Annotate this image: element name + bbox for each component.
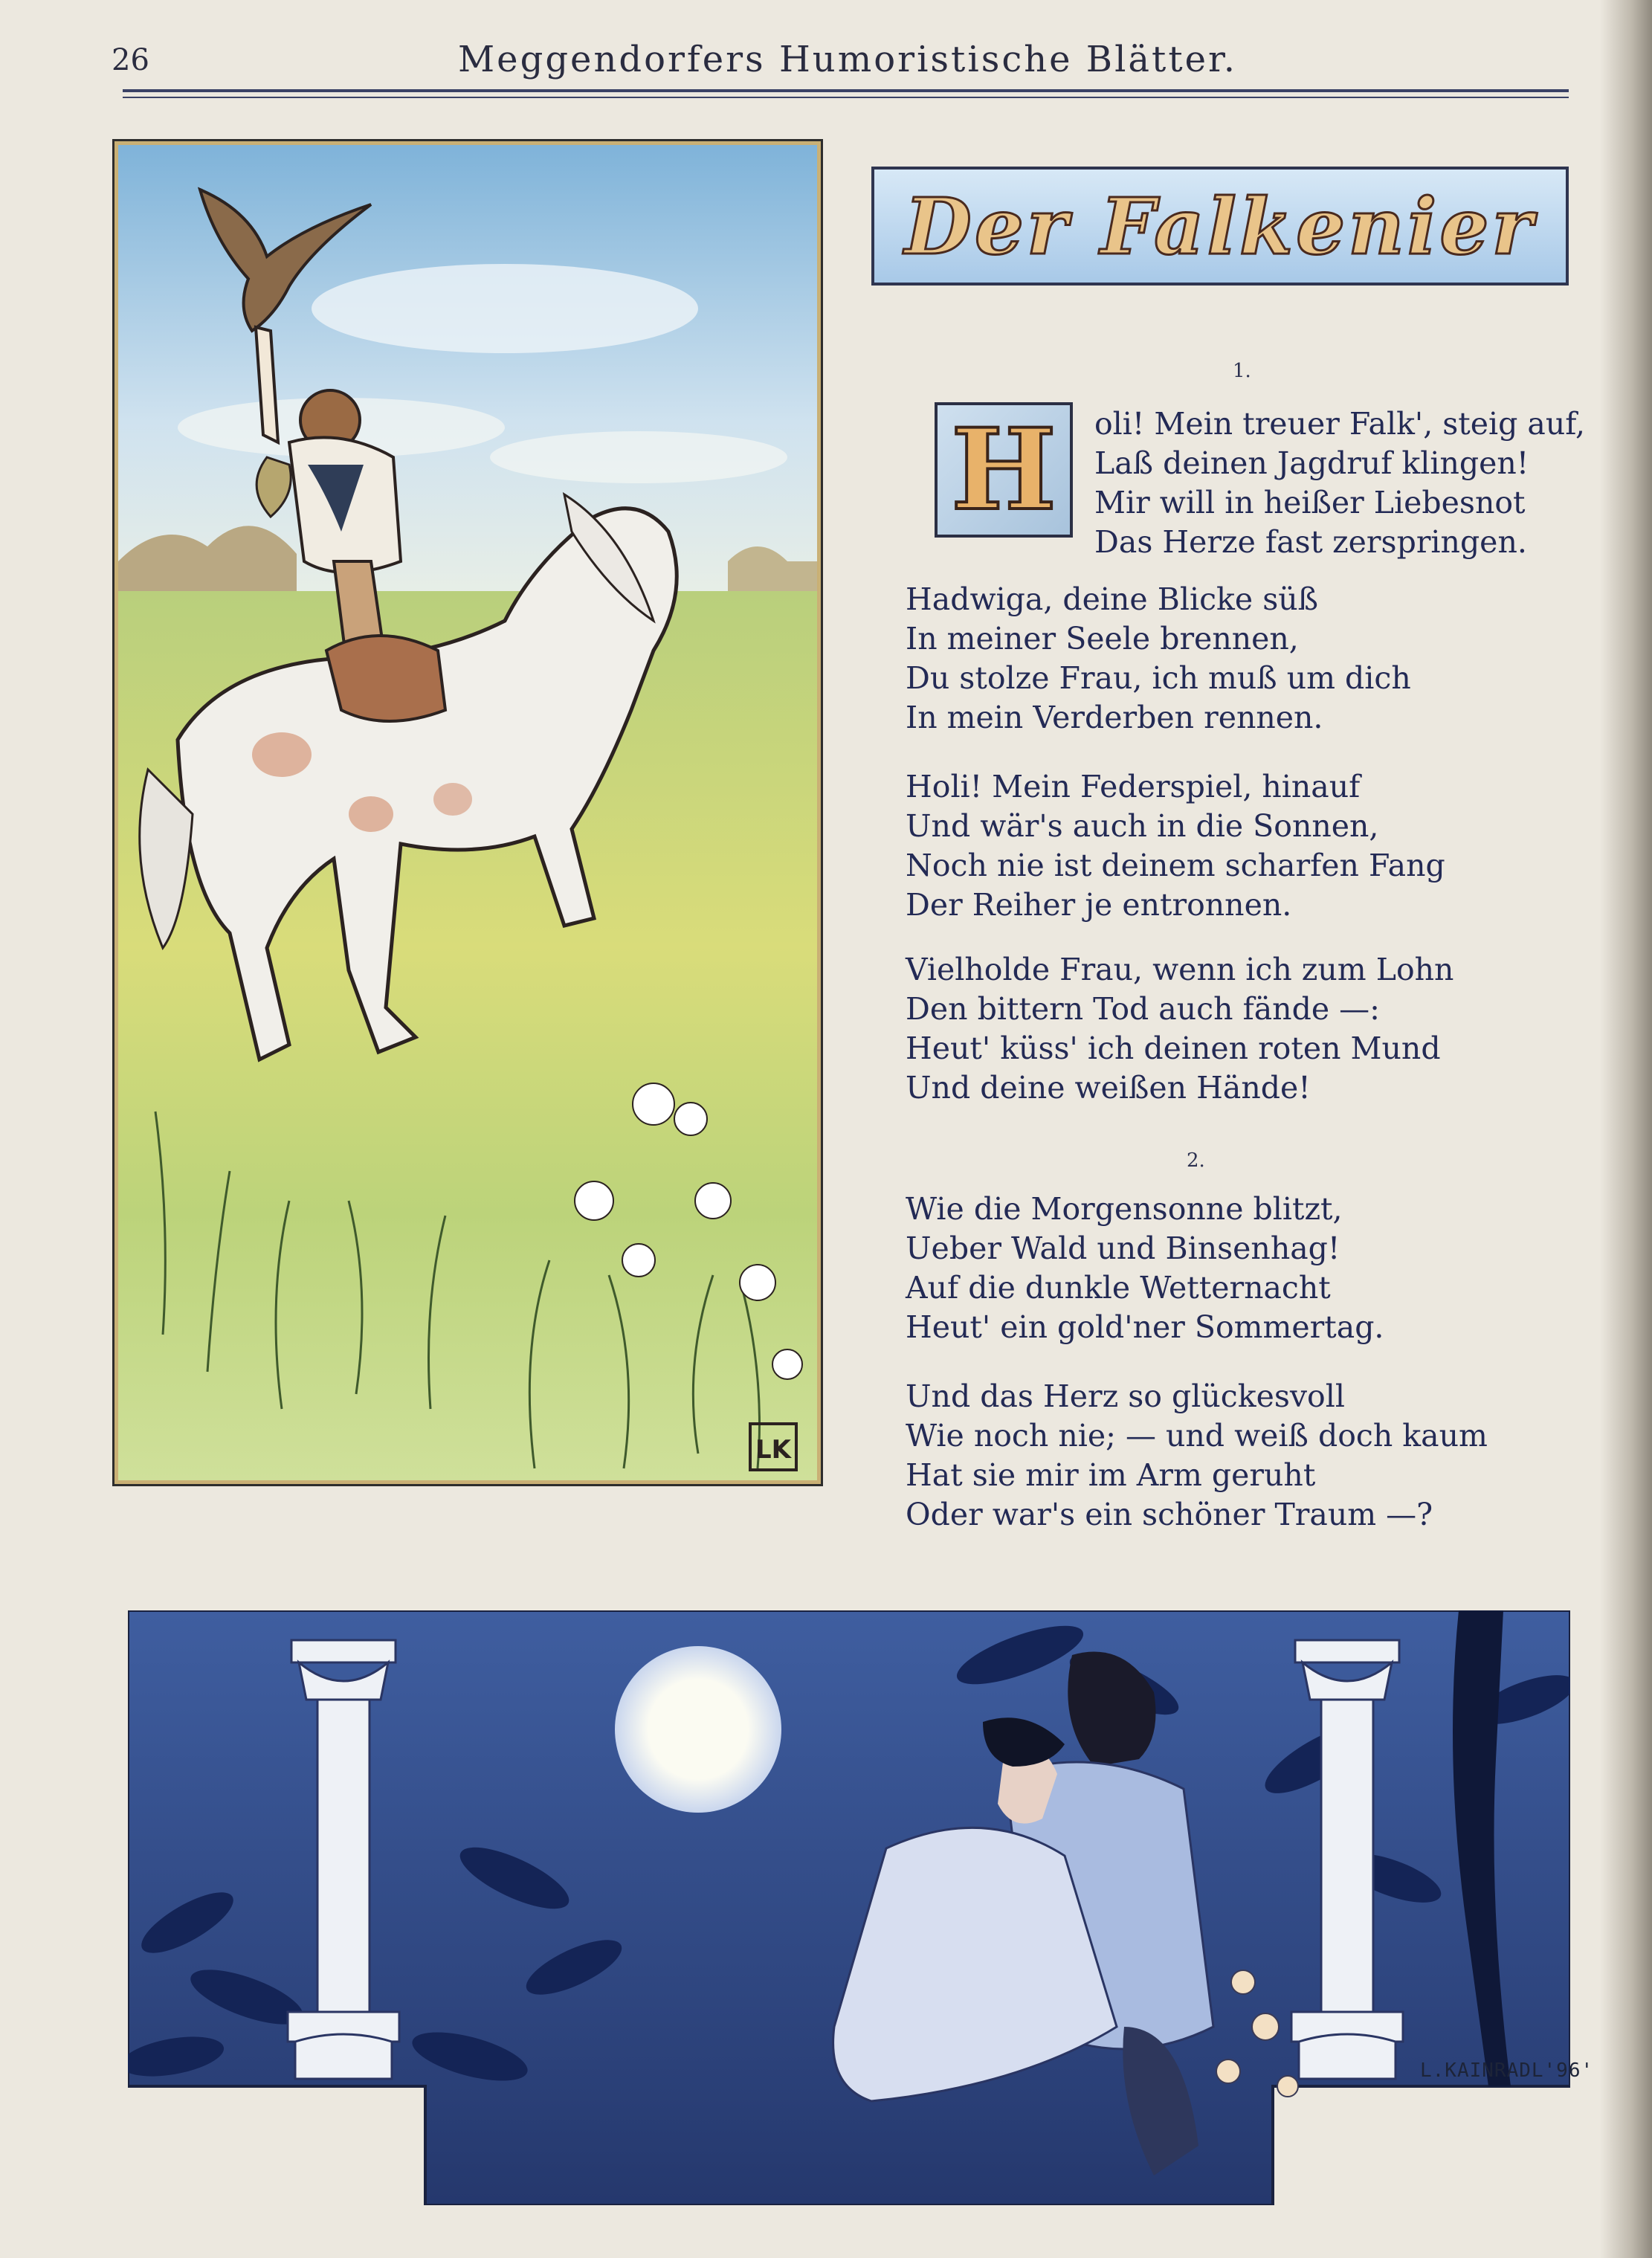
poem-line: Und deine weißen Hände! <box>906 1070 1311 1106</box>
header-rule <box>123 89 1569 92</box>
stanza-5 <box>906 1190 1384 1347</box>
poem-line: In meiner Seele brennen, <box>906 621 1299 657</box>
poem-line: Oder war's ein schöner Traum —? <box>906 1497 1433 1532</box>
moonlight-couple-illustration <box>128 1610 1570 2205</box>
stanza-3 <box>906 767 1445 925</box>
magazine-title: Meggendorfers Humoristische Blätter. <box>458 39 1237 80</box>
decorated-initial <box>935 402 1073 538</box>
poem-line: Noch nie ist deinem scharfen Fang <box>906 848 1445 883</box>
poem-line: Auf die dunkle Wetternacht <box>906 1270 1331 1306</box>
section-number-1: 1. <box>1233 360 1251 382</box>
poem-line: Hadwiga, deine Blicke süß <box>906 581 1319 617</box>
poem-title-banner <box>871 167 1569 286</box>
poem-line: Den bittern Tod auch fände —: <box>906 991 1380 1027</box>
poem-line: In mein Verderben rennen. <box>906 700 1323 735</box>
poem-title: Der Falkenier <box>904 180 1536 272</box>
poem-line: Laß deinen Jagdruf klingen! <box>1094 445 1529 481</box>
poem-line: Das Herze fast zerspringen. <box>1094 524 1527 560</box>
falconer-illustration <box>114 141 821 1484</box>
poem-line: Du stolze Frau, ich muß um dich <box>906 660 1411 696</box>
poem-line: Heut' ein gold'ner Sommertag. <box>906 1309 1384 1345</box>
initial-letter: H <box>951 404 1056 535</box>
poem-line: Der Reiher je entronnen. <box>906 887 1292 923</box>
poem-line: Hat sie mir im Arm geruht <box>906 1457 1316 1493</box>
poem-line: Mir will in heißer Liebesnot <box>1094 485 1526 520</box>
poem-line: Ueber Wald und Binsenhag! <box>906 1230 1340 1266</box>
poem-line: Wie die Morgensonne blitzt, <box>906 1191 1343 1227</box>
poem-line: Heut' küss' ich deinen roten Mund <box>906 1030 1441 1066</box>
poem-line: Wie noch nie; — und weiß doch kaum <box>906 1418 1488 1454</box>
page-edge-shadow <box>1600 0 1652 2258</box>
stanza-4 <box>906 950 1453 1108</box>
illustrator-monogram: LK <box>755 1435 792 1465</box>
poem-line: Und das Herz so glückesvoll <box>906 1378 1345 1414</box>
stanza-6 <box>906 1377 1488 1535</box>
poem-line: oli! Mein treuer Falk', steig auf, <box>1094 406 1586 442</box>
poem-line: Vielholde Frau, wenn ich zum Lohn <box>906 952 1454 987</box>
poem-line: Holi! Mein Federspiel, hinauf <box>906 769 1361 804</box>
stanza-1 <box>1094 404 1585 562</box>
poem-line: Und wär's auch in die Sonnen, <box>906 808 1379 844</box>
illustrator-signature: L.KAINRADL'96' <box>1420 2059 1594 2082</box>
page-number: 26 <box>112 43 149 77</box>
stanza-2 <box>906 580 1411 738</box>
section-number-2: 2. <box>1187 1149 1205 1172</box>
header-rule-thin <box>123 97 1569 98</box>
